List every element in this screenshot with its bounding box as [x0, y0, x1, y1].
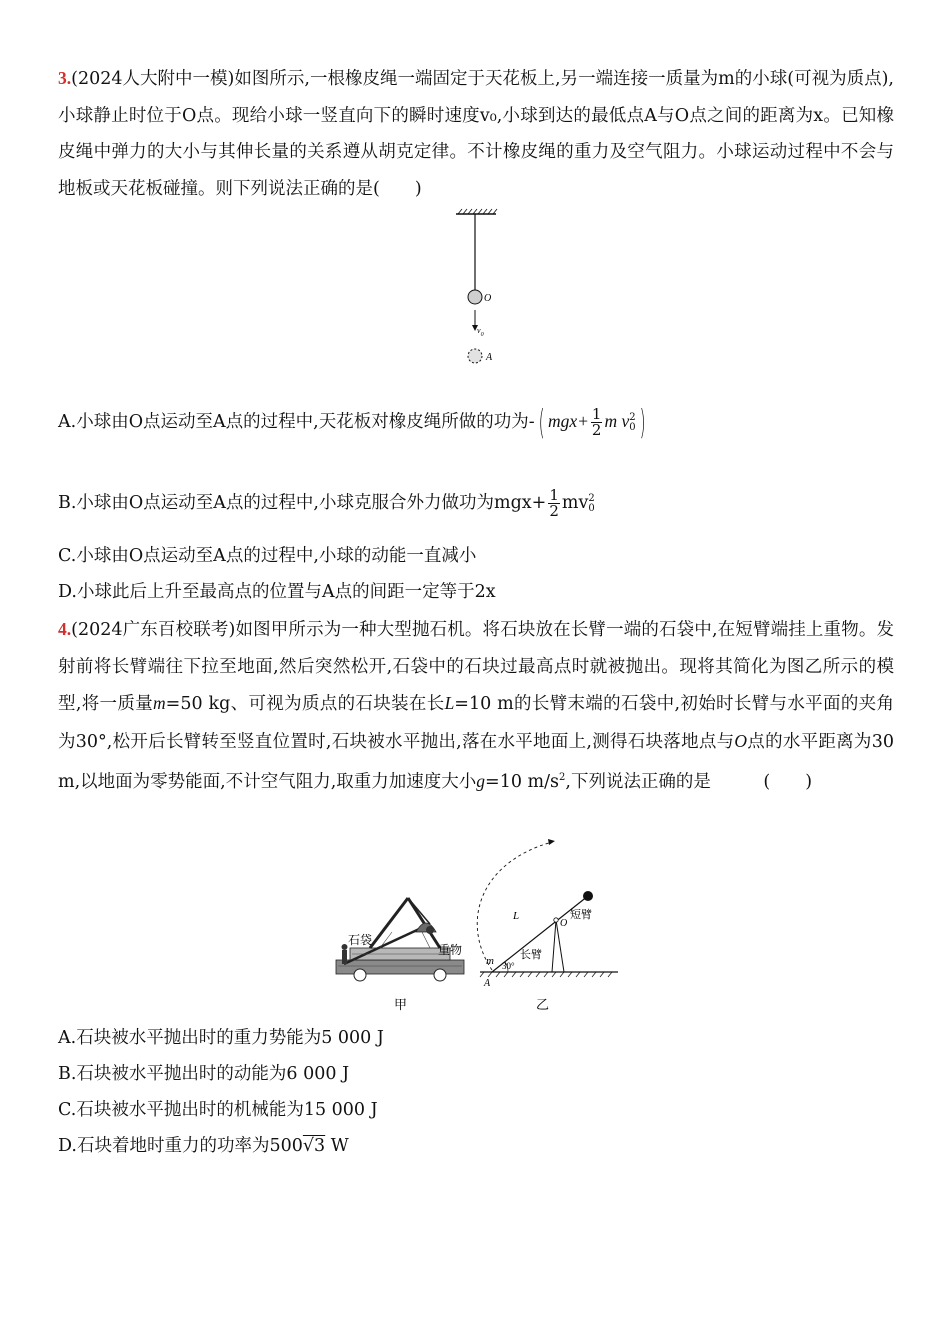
frac-numerator: 1	[591, 405, 602, 423]
q3-option-a-sub: 0	[629, 421, 636, 433]
q4-var-m: m	[153, 693, 166, 713]
q3-option-d: D.小球此后上升至最高点的位置与A点的间距一定等于2x	[58, 582, 496, 602]
q4-option-b: B.石块被水平抛出时的动能为6 000 J	[58, 1064, 350, 1084]
q4-option-d-unit: W	[325, 1136, 349, 1156]
frac-denominator: 2	[549, 502, 559, 520]
yi-label-short-arm: 短臂	[570, 908, 592, 921]
q4-option-c: C.石块被水平抛出时的机械能为15 000 J	[58, 1100, 378, 1120]
q3-option-b	[58, 488, 595, 519]
q4-var-l: L	[444, 693, 455, 713]
yi-label-a: A	[484, 978, 491, 989]
label-v-sub: 0	[480, 332, 484, 338]
q3-option-b-frac	[548, 488, 560, 519]
q3-option-a-math-1: mgx+	[547, 411, 589, 431]
q4-number: 4.	[58, 619, 72, 639]
q4-var-g: g	[476, 770, 486, 791]
q3-option-a-sup: 2	[629, 411, 636, 423]
yi-label-long-arm: 长臂	[520, 948, 542, 961]
q4-option-d-text: D.石块着地时重力的功率为500	[58, 1136, 303, 1156]
q3-stem-text: (2024人大附中一模)如图所示,一根橡皮绳一端固定于天花板上,另一端连接一质量为m的小球(可视为质点),小球静止时位于O点。现给小球一竖直向下的瞬时速度v₀,小球到达的最低点A与O点之间的距离为x。已知橡皮绳中弹力的大小与其伸长量的关系遵从胡克定律。不计橡皮绳的重力及空气阻力。小球运动过程中不会与地板或天花板碰撞。则下列说法正确的是( )	[58, 69, 894, 199]
q3-option-a-frac	[591, 407, 603, 438]
q4-g-value: =10 m/s	[485, 771, 559, 792]
frac-denominator: 2	[591, 421, 602, 439]
q4-stem-part-3: ,下列说法正确的是 ( )	[565, 771, 813, 792]
q3-option-c: C.小球由O点运动至A点的过程中,小球的动能一直减小	[58, 546, 477, 566]
support-left	[552, 920, 556, 972]
q3-figure	[450, 205, 510, 370]
q4-var-o: O	[734, 730, 748, 751]
jia-caption: 甲	[394, 998, 408, 1013]
q3-number: 3.	[58, 68, 72, 88]
yi-label-m: m	[486, 955, 494, 967]
q4-g-sup: 2	[559, 772, 566, 783]
jia-label-weight: 重物	[438, 943, 463, 957]
q4-stem-part-2: 点的水平距离为30 m,以地面为零势能面,不计空气阻力,取重力加速度大小	[58, 731, 894, 792]
q3-option-b-sup: 2	[588, 492, 595, 504]
label-a: A	[486, 352, 493, 363]
q4-option-d	[58, 1134, 349, 1158]
yi-caption: 乙	[536, 998, 550, 1013]
q4-option-a: A.石块被水平抛出时的重力势能为5 000 J	[58, 1028, 384, 1048]
label-v0	[477, 326, 484, 338]
q4-option-d-root: √3	[302, 1136, 326, 1156]
left-paren: (	[538, 402, 545, 443]
jia-label-stone-bag: 石袋	[348, 933, 373, 947]
ball-o	[468, 290, 482, 304]
q4-m-value: =50 kg、可视为质点的石块装在长	[165, 694, 445, 714]
right-paren: )	[639, 402, 646, 443]
q4-stem-part-1: (2024广东百校联考)如图甲所示为一种大型抛石机。将石块放在长臂一端的石袋中,在短臂端挂上重物。发射前将长臂端往下拉至地面,然后突然松开,石袋中的石块过最高点时就被抛出。现将其简化为图乙所示的模型,将一质量	[58, 620, 894, 714]
q4-l-value: =10 m的长臂末端的石袋中,初始时长臂与水平面的夹角为30°,松开后长臂转至竖直位置时,石块被水平抛出,落在水平地面上,测得石块落地点与	[58, 694, 894, 752]
q3-stem	[58, 60, 894, 207]
frac-numerator: 1	[549, 486, 559, 504]
yi-label-l: L	[513, 910, 520, 922]
label-v: v	[477, 326, 481, 335]
q3-option-a-text: A.小球由O点运动至A点的过程中,天花板对橡皮绳所做的功为-	[58, 412, 535, 432]
ball-a	[468, 349, 482, 363]
q3-option-b-text: B.小球由O点运动至A点的过程中,小球克服合外力做功为mgx+	[58, 493, 547, 513]
counterweight	[583, 891, 593, 901]
yi-label-angle: 30°	[502, 961, 515, 971]
q3-option-a-math-2: m v	[604, 411, 630, 431]
q3-option-a	[58, 402, 649, 443]
pivot-o	[554, 918, 558, 922]
q4-stem	[58, 611, 894, 800]
q4-figure	[330, 832, 630, 1017]
label-o: O	[484, 293, 492, 304]
q3-option-b-sub: 0	[588, 502, 595, 514]
yi-label-o: O	[560, 918, 568, 929]
trajectory-arrowhead	[548, 839, 555, 845]
ground-hatch	[480, 972, 612, 977]
q3-option-b-math: mv	[561, 493, 589, 513]
